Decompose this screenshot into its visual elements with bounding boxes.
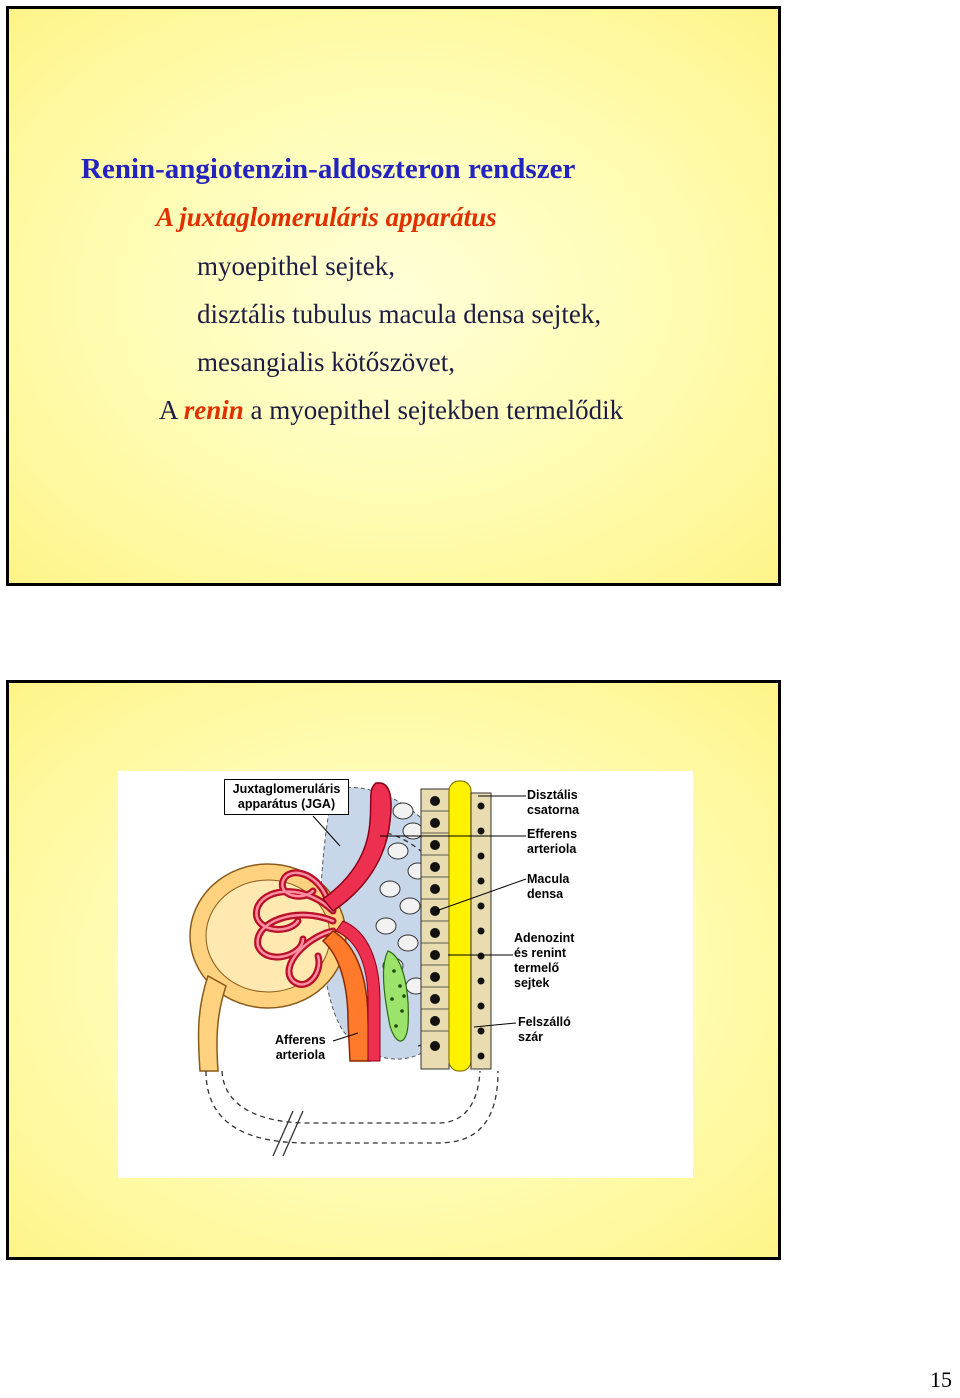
tubule-lumen: [449, 781, 471, 1071]
slide-subtitle: A juxtaglomeruláris apparátus: [156, 202, 497, 232]
bullet-line-4: [159, 395, 623, 426]
slide-1: [6, 6, 781, 586]
label-jga: Juxtaglomeruláris apparátus (JGA): [224, 779, 349, 815]
slide-2: [6, 680, 781, 1260]
bullet-line-2: disztális tubulus macula densa sejtek,: [197, 299, 602, 329]
label-adenozint: Adenozint és renint termelő sejtek: [514, 931, 575, 990]
label-felszallo-szar: Felszálló szár: [518, 1015, 571, 1044]
line4-prefix: A: [159, 395, 184, 425]
line4-suffix: a myoepithel sejtekben termelődik: [243, 395, 624, 425]
slide-title: Renin-angiotenzin-aldoszteron rendszer: [81, 153, 576, 185]
label-afferens-arteriola: Afferens arteriola: [275, 1033, 326, 1062]
connecting-dashed-loop-inner: [222, 1071, 480, 1123]
jga-illustration: [118, 771, 693, 1178]
proximal-tubule: [198, 976, 226, 1071]
renin-word: renin: [183, 395, 244, 425]
bullet-line-3: mesangialis kötőszövet,: [197, 347, 455, 377]
label-efferens-arteriola: Efferens arteriola: [527, 827, 578, 856]
label-distalis-csatorna: Disztális csatorna: [527, 788, 580, 817]
page-number: 15: [930, 1367, 952, 1392]
jga-diagram: [118, 771, 693, 1178]
label-macula-densa: Macula densa: [527, 872, 570, 901]
bullet-line-1: myoepithel sejtek,: [197, 251, 395, 281]
connecting-dashed-loop: [206, 1071, 498, 1143]
cut-marks: [273, 1111, 303, 1156]
